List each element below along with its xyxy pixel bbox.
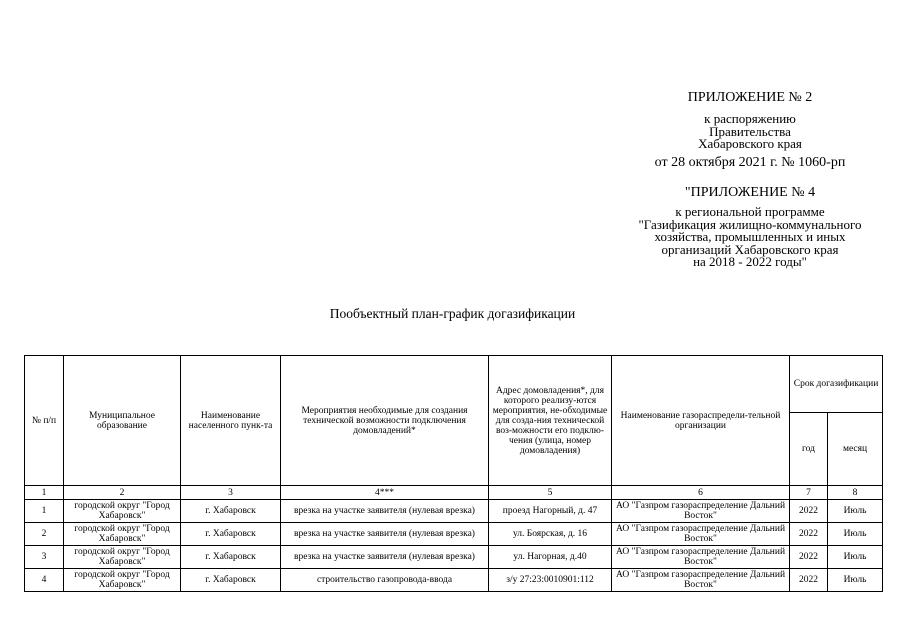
column-number: 7 — [790, 486, 828, 500]
column-number-row — [25, 486, 883, 500]
cell-settlement: г. Хабаровск — [181, 500, 281, 523]
cell-month: Июль — [828, 500, 883, 523]
appendix-2-block — [600, 90, 900, 171]
cell-municipality: городской округ "Город Хабаровск" — [64, 569, 181, 592]
column-number: 5 — [489, 486, 612, 500]
appendix-4-line: "Газификация жилищно-коммунального — [638, 216, 862, 232]
cell-gas-org: АО "Газпром газораспределение Дальний Восток" — [612, 569, 790, 592]
column-number: 4*** — [281, 486, 489, 500]
header-settlement: Наименование населенного пунк-та — [181, 356, 281, 486]
cell-measures: врезка на участке заявителя (нулевая врезка) — [281, 523, 489, 546]
appendix-4-line: хозяйства, промышленных и иных — [654, 229, 846, 244]
cell-municipality: городской округ "Город Хабаровск" — [64, 523, 181, 546]
table-row — [25, 569, 883, 592]
appendix-2-date: от 28 октября 2021 г. № 1060-рп — [654, 154, 846, 170]
header-municipality: Муниципальное образование — [64, 356, 181, 486]
cell-num: 4 — [25, 569, 64, 592]
appendix-2-line: к распоряжению — [704, 111, 796, 126]
cell-num: 3 — [25, 546, 64, 569]
cell-year: 2022 — [790, 546, 828, 569]
cell-month: Июль — [828, 569, 883, 592]
cell-num: 2 — [25, 523, 64, 546]
cell-municipality: городской округ "Город Хабаровск" — [64, 546, 181, 569]
cell-measures: строительство газопровода-ввода — [281, 569, 489, 592]
cell-settlement: г. Хабаровск — [181, 546, 281, 569]
appendix-2-title: ПРИЛОЖЕНИЕ № 2 — [687, 90, 813, 105]
cell-settlement: г. Хабаровск — [181, 569, 281, 592]
cell-measures: врезка на участке заявителя (нулевая врезка) — [281, 500, 489, 523]
cell-municipality: городской округ "Город Хабаровск" — [64, 500, 181, 523]
gasification-schedule-table — [24, 355, 883, 592]
column-number: 3 — [181, 486, 281, 500]
cell-gas-org: АО "Газпром газораспределение Дальний Восток" — [612, 523, 790, 546]
cell-gas-org: АО "Газпром газораспределение Дальний Восток" — [612, 546, 790, 569]
header-num: № п/п — [25, 356, 64, 486]
appendix-4-line: организаций Хабаровского края — [661, 241, 839, 257]
column-number: 2 — [64, 486, 181, 500]
cell-address: проезд Нагорный, д. 47 — [489, 500, 612, 523]
document-title: Пообъектный план-график догазификации — [329, 306, 576, 321]
header-term: Срок догазификации — [790, 356, 883, 413]
column-number: 1 — [25, 486, 64, 500]
cell-num: 1 — [25, 500, 64, 523]
header-address: Адрес домовладения*, для которого реализу-ются мероприятия, не-обходимые для созда-ния технической воз-можности его подклю-чения (улица, номер домовладения) — [489, 356, 612, 486]
appendix-4-title: "ПРИЛОЖЕНИЕ № 4 — [684, 185, 816, 200]
appendix-2-line: Правительства — [709, 123, 791, 139]
appendix-4-block — [600, 185, 900, 269]
cell-address: з/у 27:23:0010901:112 — [489, 569, 612, 592]
cell-year: 2022 — [790, 500, 828, 523]
cell-month: Июль — [828, 523, 883, 546]
header-measures: Мероприятия необходимые для создания технической возможности подключения домовладений* — [281, 356, 489, 486]
column-number: 6 — [612, 486, 790, 500]
cell-month: Июль — [828, 546, 883, 569]
cell-settlement: г. Хабаровск — [181, 523, 281, 546]
cell-year: 2022 — [790, 569, 828, 592]
cell-measures: врезка на участке заявителя (нулевая врезка) — [281, 546, 489, 569]
cell-address: ул. Боярская, д. 16 — [489, 523, 612, 546]
cell-address: ул. Нагорная, д.40 — [489, 546, 612, 569]
appendix-2-line: Хабаровского края — [698, 136, 802, 151]
header-month: месяц — [828, 413, 883, 486]
header-year: год — [790, 413, 828, 486]
appendix-4-line: на 2018 - 2022 годы" — [693, 254, 807, 269]
cell-year: 2022 — [790, 523, 828, 546]
cell-gas-org: АО "Газпром газораспределение Дальний Восток" — [612, 500, 790, 523]
table-row — [25, 523, 883, 546]
table-row — [25, 500, 883, 523]
header-gas-org: Наименование газораспредели-тельной организации — [612, 356, 790, 486]
appendix-4-line: к региональной программе — [675, 204, 825, 219]
column-number: 8 — [828, 486, 883, 500]
table-row — [25, 546, 883, 569]
